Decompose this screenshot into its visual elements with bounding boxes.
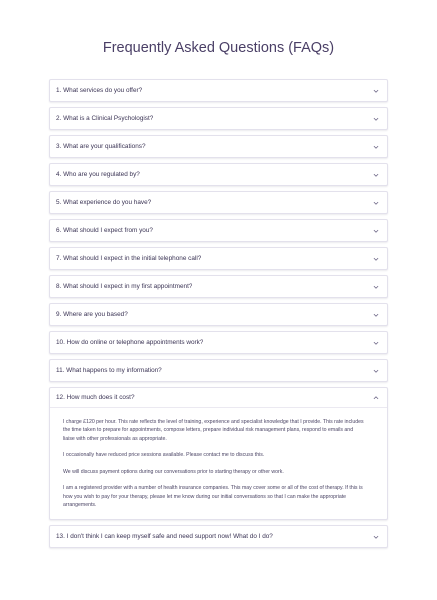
faq-question: 2. What is a Clinical Psychologist? bbox=[56, 115, 154, 122]
faq-toggle-7[interactable] bbox=[50, 248, 387, 269]
faq-item-11 bbox=[49, 359, 388, 382]
faq-item-9 bbox=[49, 303, 388, 326]
faq-item-12 bbox=[49, 387, 388, 520]
faq-toggle-10[interactable] bbox=[50, 332, 387, 353]
faq-item-10 bbox=[49, 331, 388, 354]
faq-question: 12. How much does it cost? bbox=[56, 394, 135, 401]
faq-toggle-3[interactable] bbox=[50, 136, 387, 157]
faq-toggle-13[interactable] bbox=[50, 526, 387, 547]
faq-toggle-2[interactable] bbox=[50, 108, 387, 129]
faq-question: 3. What are your qualifications? bbox=[56, 143, 146, 150]
faq-item-5 bbox=[49, 191, 388, 214]
faq-toggle-4[interactable] bbox=[50, 164, 387, 185]
answer-paragraph: I occasionally have reduced price sessions available. Please contact me to discuss this. bbox=[63, 452, 265, 459]
chevron-down-icon bbox=[372, 227, 380, 235]
chevron-down-icon bbox=[372, 171, 380, 179]
faq-question: 11. What happens to my information? bbox=[56, 367, 162, 374]
faq-item-1 bbox=[49, 79, 388, 102]
faq-item-3 bbox=[49, 135, 388, 158]
faq-item-7 bbox=[49, 247, 388, 270]
faq-item-8 bbox=[49, 275, 388, 298]
faq-question: 6. What should I expect from you? bbox=[56, 227, 153, 234]
faq-item-2 bbox=[49, 107, 388, 130]
faq-answer bbox=[50, 407, 387, 519]
answer-paragraph: We will discuss payment options during our conversations prior to starting therapy or other work. bbox=[63, 468, 284, 475]
chevron-down-icon bbox=[372, 87, 380, 95]
chevron-down-icon bbox=[372, 255, 380, 263]
faq-toggle-9[interactable] bbox=[50, 304, 387, 325]
chevron-down-icon bbox=[372, 311, 380, 319]
faq-question: 1. What services do you offer? bbox=[56, 87, 143, 94]
chevron-down-icon bbox=[372, 339, 380, 347]
faq-question: 7. What should I expect in the initial telephone call? bbox=[56, 255, 202, 262]
chevron-down-icon bbox=[372, 283, 380, 291]
chevron-down-icon bbox=[372, 199, 380, 207]
faq-question: 10. How do online or telephone appointments work? bbox=[56, 339, 204, 346]
chevron-down-icon bbox=[372, 367, 380, 375]
faq-question: 4. Who are you regulated by? bbox=[56, 171, 140, 178]
chevron-down-icon bbox=[372, 143, 380, 151]
faq-toggle-6[interactable] bbox=[50, 220, 387, 241]
faq-item-4 bbox=[49, 163, 388, 186]
faq-accordion bbox=[49, 79, 388, 548]
page-title: Frequently Asked Questions (FAQs) bbox=[102, 40, 335, 56]
faq-toggle-5[interactable] bbox=[50, 192, 387, 213]
faq-item-6 bbox=[49, 219, 388, 242]
faq-toggle-8[interactable] bbox=[50, 276, 387, 297]
chevron-up-icon bbox=[372, 394, 380, 402]
faq-toggle-12[interactable] bbox=[50, 388, 387, 407]
faq-question: 5. What experience do you have? bbox=[56, 199, 152, 206]
faq-toggle-11[interactable] bbox=[50, 360, 387, 381]
answer-paragraph: I am a registered provider with a number of health insurance companies. This may cover some or all of the cost of therapy. If this is how you wish to pay for your therapy, please let me know during our initial conversations so that I can make the appropriate arrangements. bbox=[63, 485, 363, 508]
faq-question: 8. What should I expect in my first appointment? bbox=[56, 283, 193, 290]
answer-paragraph: I charge £120 per hour. This rate reflects the level of training, experience and specialist knowledge that I provide. This rate includes the time taken to prepare for appointments, compose letters, prepare individual risk management plans, respond to emails and liaise with other professionals as appropriate. bbox=[63, 419, 364, 442]
faq-question: 9. Where are you based? bbox=[56, 311, 128, 318]
chevron-down-icon bbox=[372, 533, 380, 541]
faq-item-13 bbox=[49, 525, 388, 548]
faq-question: 13. I don't think I can keep myself safe and need support now! What do I do? bbox=[56, 533, 273, 541]
chevron-down-icon bbox=[372, 115, 380, 123]
faq-toggle-1[interactable] bbox=[50, 80, 387, 101]
